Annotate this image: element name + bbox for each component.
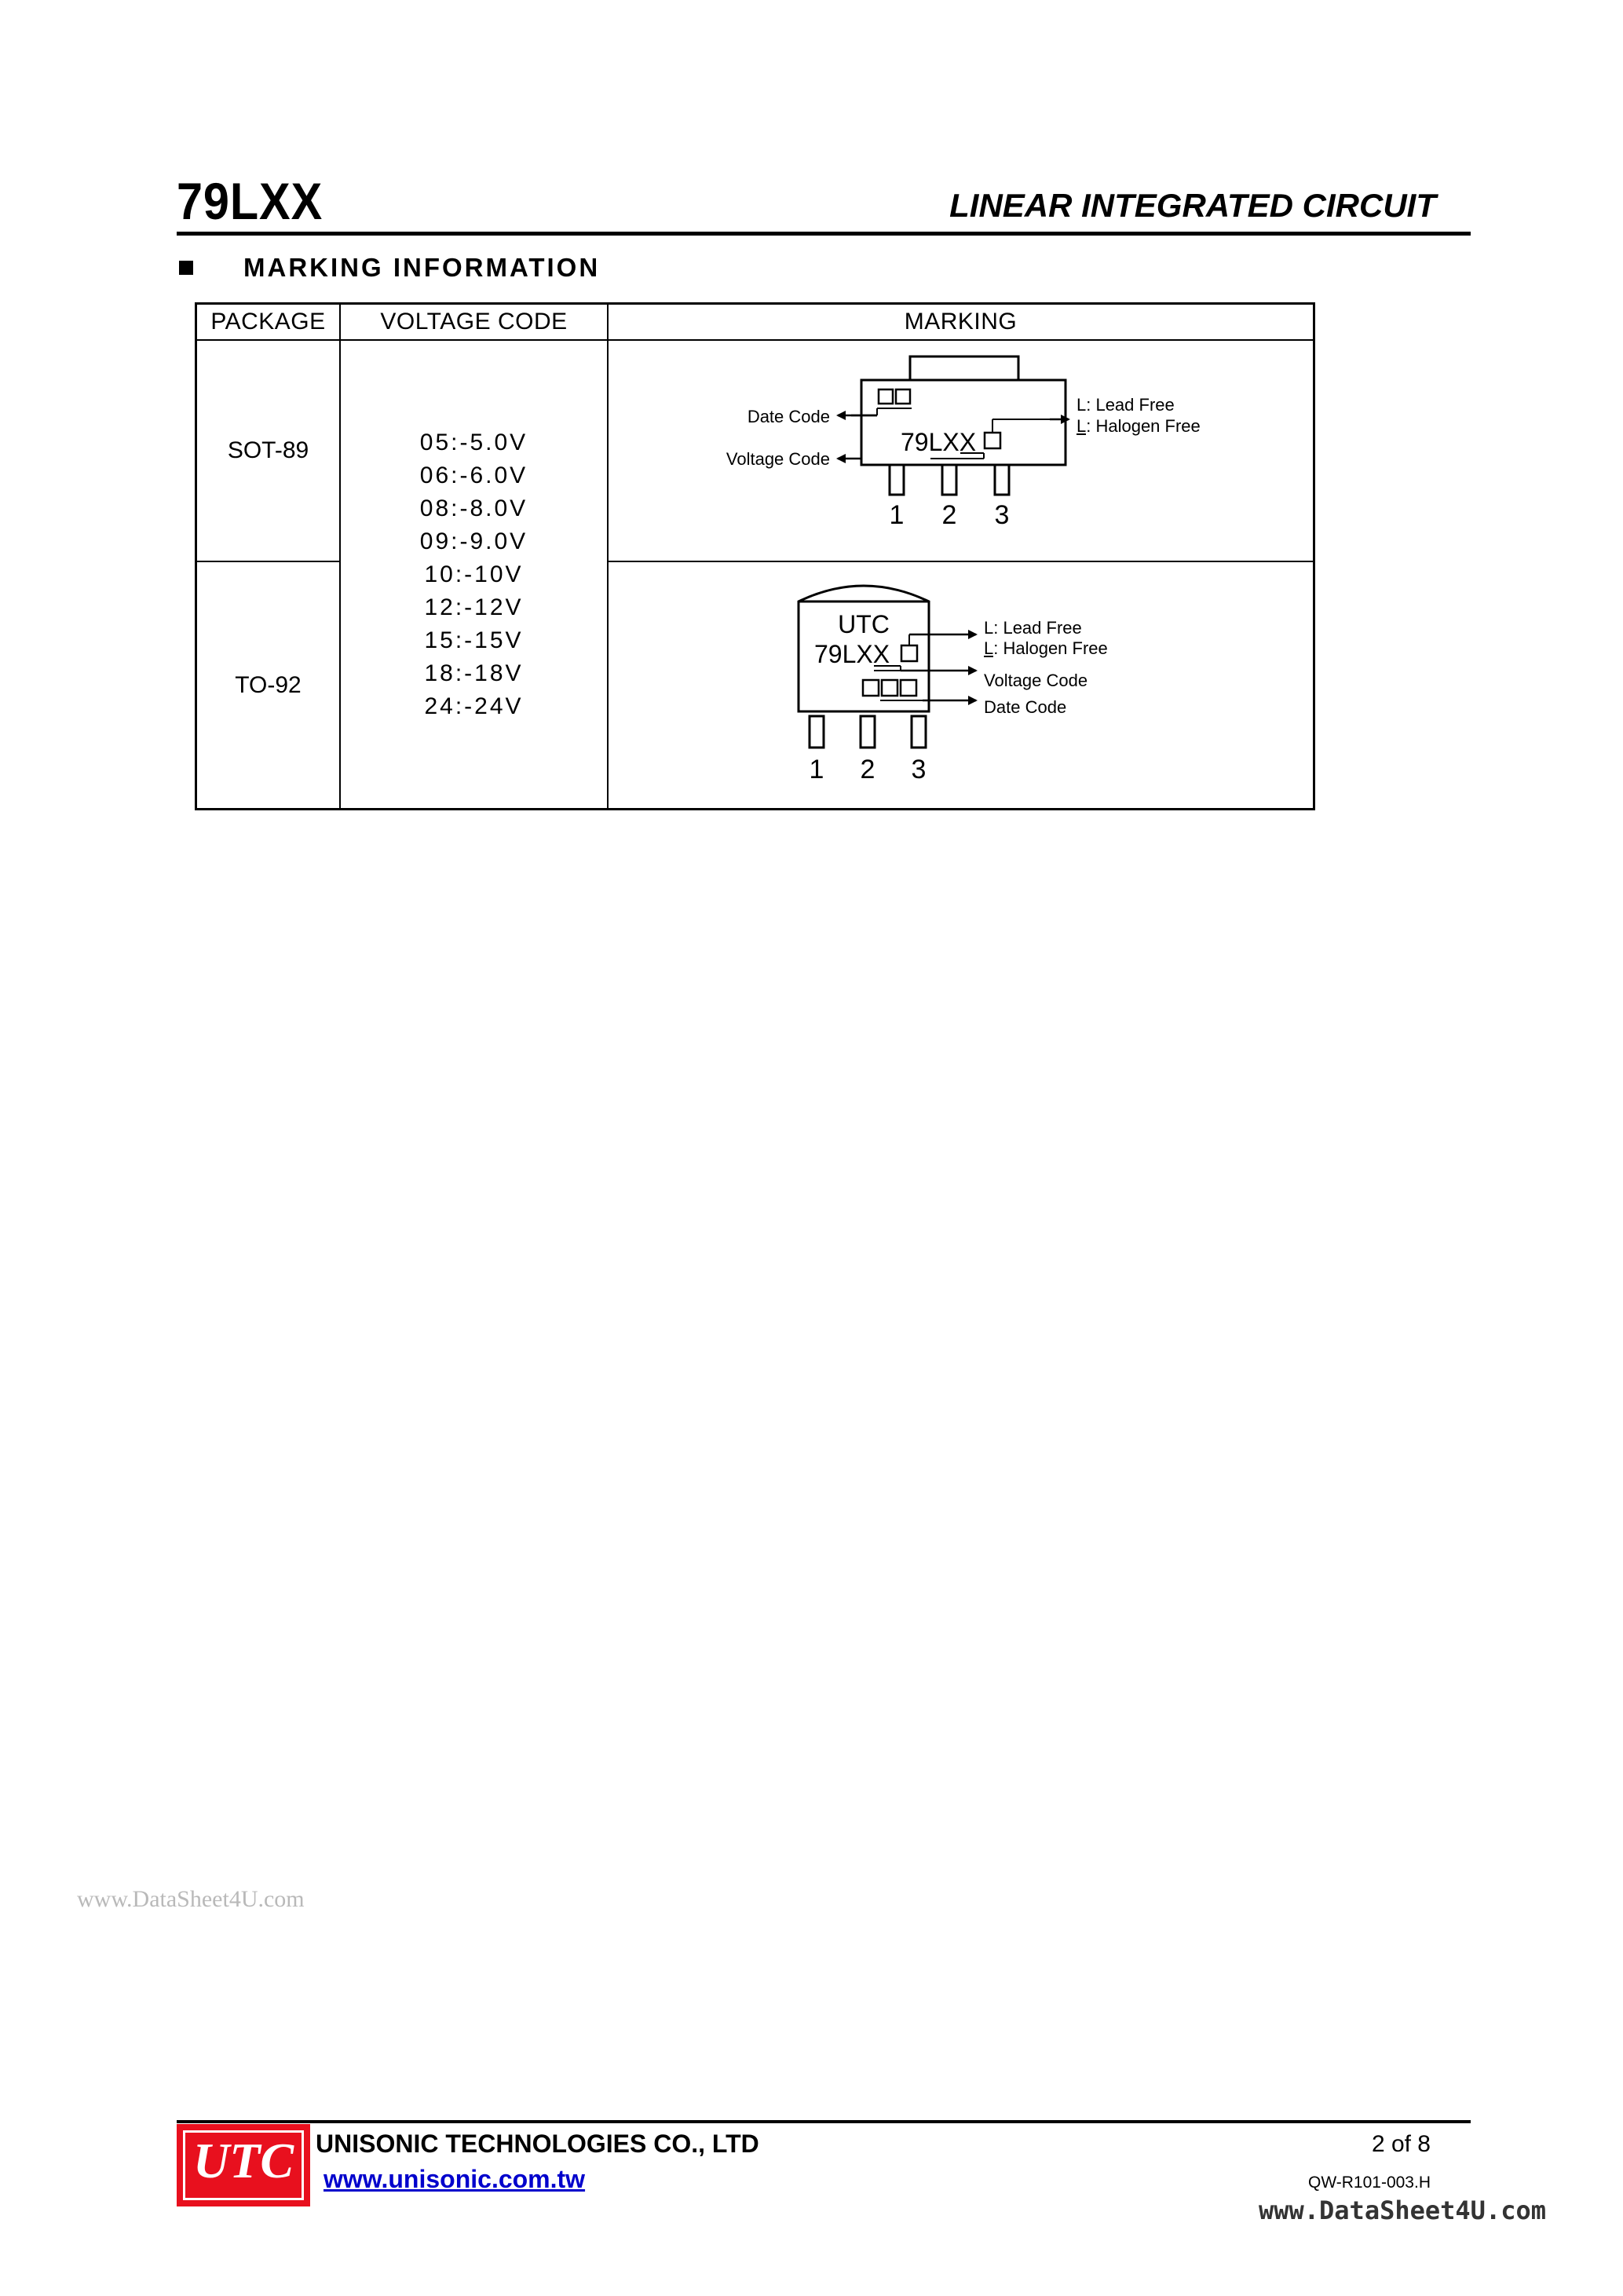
voltage-code-item: 18:-18V [424, 660, 524, 686]
header-package: PACKAGE [196, 304, 341, 341]
voltage-code-item: 09:-9.0V [419, 528, 528, 554]
sot89-halogen-free-label: L: Halogen Free [1077, 416, 1201, 436]
sot89-lead-free-label: L: Lead Free [1077, 395, 1175, 415]
date-code-box-icon [896, 389, 910, 404]
sot89-device-mark: 79LXX [901, 428, 977, 456]
voltage-code-item: 06:-6.0V [419, 462, 528, 488]
lead-free-box-icon [985, 433, 1000, 448]
date-code-box-icon [863, 680, 879, 696]
voltage-code-item: 08:-8.0V [419, 495, 528, 521]
date-code-box-icon [901, 680, 916, 696]
page-number: 2 of 8 [1371, 2131, 1431, 2157]
company-name: UNISONIC TECHNOLOGIES CO., LTD [316, 2130, 759, 2158]
to92-lead-free-label: L: Lead Free [984, 618, 1082, 638]
watermark-bottom-right: www.DataSheet4U.com [1258, 2195, 1546, 2225]
sot89-marking-diagram [609, 341, 1313, 557]
to92-device-mark: 79LXX [814, 640, 890, 668]
to92-pin [810, 716, 824, 748]
marking-to92 [608, 561, 1314, 810]
to92-pin [861, 716, 875, 748]
to92-pin-number: 1 [809, 755, 824, 784]
sot89-pin [995, 465, 1009, 495]
sot89-pin [942, 465, 956, 495]
sot89-voltage-code-label: Voltage Code [726, 449, 830, 469]
voltage-code-item: 10:-10V [424, 561, 524, 587]
utc-logo [177, 2124, 310, 2206]
to92-pin [912, 716, 926, 748]
voltage-code-item: 15:-15V [424, 627, 524, 653]
sot89-pin-number: 3 [994, 500, 1010, 530]
lead-free-box-icon [901, 645, 917, 661]
package-to92: TO-92 [196, 561, 341, 810]
date-code-box-icon [879, 389, 893, 404]
to92-date-code-label: Date Code [984, 697, 1067, 717]
company-url-link[interactable]: www.unisonic.com.tw [324, 2165, 586, 2193]
document-type: LINEAR INTEGRATED CIRCUIT [949, 187, 1436, 224]
marking-sot89 [608, 340, 1314, 561]
to92-halogen-free-label: L: Halogen Free [984, 638, 1108, 658]
voltage-code-item: 05:-5.0V [419, 429, 528, 455]
sot89-pin-number: 1 [889, 500, 905, 530]
sot89-pin-number: 2 [941, 500, 957, 530]
footer-rule [177, 2120, 1471, 2123]
section-title: MARKING INFORMATION [243, 253, 601, 282]
to92-marking-diagram [609, 562, 1313, 804]
to92-brand-mark: UTC [838, 610, 890, 638]
header-marking: MARKING [608, 304, 1314, 341]
sot89-date-code-label: Date Code [747, 407, 830, 426]
header-voltage-code: VOLTAGE CODE [340, 304, 608, 341]
marking-table [195, 302, 1315, 810]
part-number: 79LXX [177, 172, 324, 230]
to92-pin-number: 3 [911, 755, 927, 784]
date-code-box-icon [882, 680, 897, 696]
sot89-pin [890, 465, 904, 495]
to92-pin-number: 2 [860, 755, 875, 784]
voltage-code-item: 12:-12V [424, 594, 524, 620]
sot89-tab [910, 356, 1018, 380]
table-row [196, 340, 1314, 561]
to92-voltage-code-label: Voltage Code [984, 671, 1088, 690]
header-rule [177, 232, 1471, 236]
voltage-code-list [340, 340, 608, 810]
square-bullet-icon [179, 261, 193, 275]
logo-text: UTC [193, 2133, 294, 2188]
watermark-left: www.DataSheet4U.com [77, 1886, 305, 1912]
voltage-code-item: 24:-24V [424, 693, 524, 719]
table-header-row [196, 304, 1314, 341]
document-number: QW-R101-003.H [1307, 2174, 1431, 2192]
package-sot89: SOT-89 [196, 340, 341, 561]
